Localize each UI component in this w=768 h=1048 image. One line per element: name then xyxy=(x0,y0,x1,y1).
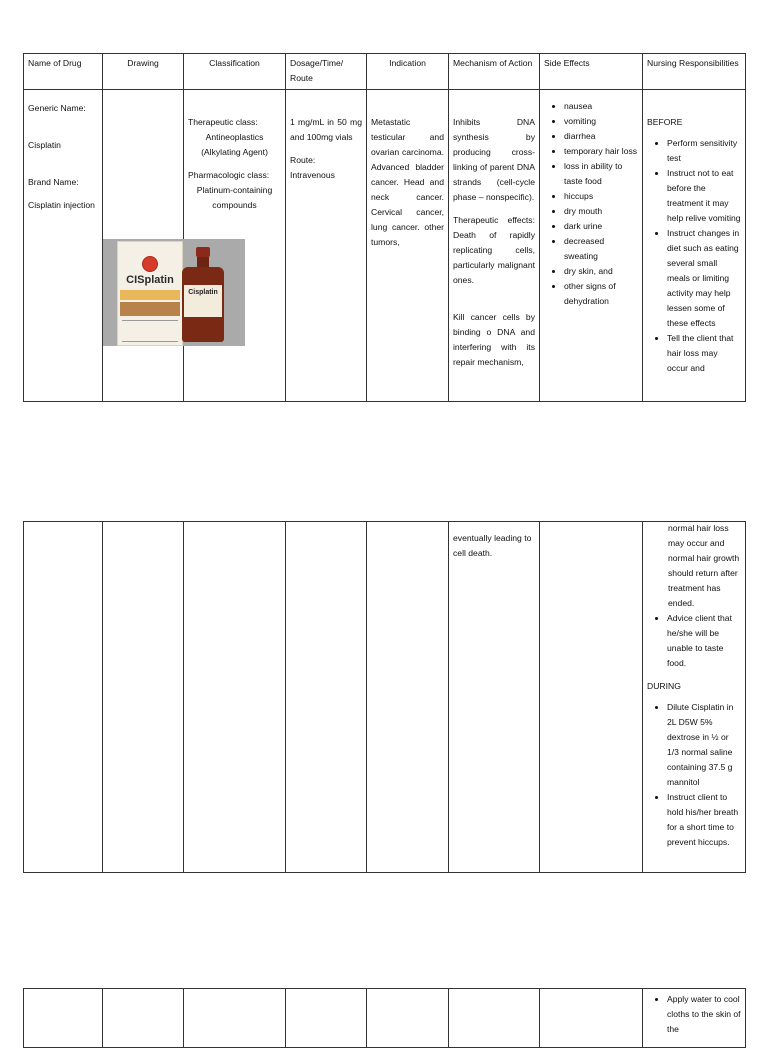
therapeutic-class-value: Antineoplastics (Alkylating Agent) xyxy=(201,132,268,157)
name-of-drug-cell xyxy=(24,90,103,402)
cisplatin-vial-image xyxy=(180,247,226,342)
content-row xyxy=(24,522,746,873)
nursing-cell-continued xyxy=(643,522,746,873)
side-effects-cell xyxy=(540,90,643,402)
pharmacologic-class-value: Platinum-containing compounds xyxy=(196,185,273,210)
cisplatin-box-image xyxy=(117,241,183,346)
side-effect-item: • vomiting xyxy=(564,114,638,129)
before-label: BEFORE xyxy=(647,117,683,127)
mechanism-p3: Kill cancer cells by binding o DNA and interfering with its repair mechanism, xyxy=(453,312,535,367)
side-effect-item: • nausea xyxy=(564,99,638,114)
generic-name-label: Generic Name: xyxy=(28,103,86,113)
indication-text: Metastatic testicular and ovarian carcinoma. Advanced bladder cancer. Head and neck cancer. Cervical cancer, lung cancer. other tumors, xyxy=(371,117,444,247)
header-mechanism: Mechanism of Action xyxy=(449,54,540,90)
drug-study-table-page3 xyxy=(23,988,746,1048)
box-drug-name: CISplatin xyxy=(126,274,174,286)
vial-drug-name: Cisplatin xyxy=(188,289,218,296)
header-drawing: Drawing xyxy=(103,54,184,90)
side-effect-item: • decreased sweating xyxy=(564,234,638,264)
dosage-amount: 1 mg/mL in 50 mg and 100mg vials xyxy=(290,117,362,142)
brand-name-label: Brand Name: xyxy=(28,177,79,187)
nursing-item: • Instruct changes in diet such as eating several small meals or limiting activity may help lessen some of these effects xyxy=(667,226,741,331)
cisplatin-product-image xyxy=(103,239,245,346)
side-effect-item: • loss in ability to taste food xyxy=(564,159,638,189)
nursing-item: • Perform sensitivity test xyxy=(667,136,741,166)
generic-name-value: Cisplatin xyxy=(28,140,61,150)
header-nursing: Nursing Responsibilities xyxy=(643,54,746,90)
side-effect-item: • other signs of dehydration xyxy=(564,279,638,309)
therapeutic-class-label: Therapeutic class: xyxy=(188,117,258,127)
mechanism-p3-continued: eventually leading to cell death. xyxy=(453,533,532,558)
route-value: Intravenous xyxy=(290,170,335,180)
header-classification: Classification xyxy=(184,54,286,90)
side-effect-item: • dry mouth xyxy=(564,204,638,219)
mechanism-cell-continued xyxy=(449,522,540,873)
pharmacologic-class-label: Pharmacologic class: xyxy=(188,170,270,180)
nursing-item: • Tell the client that hair loss may occur and xyxy=(667,331,741,376)
warning-badge-icon xyxy=(142,256,158,272)
header-dosage: Dosage/Time/ Route xyxy=(286,54,367,90)
during-label: DURING xyxy=(647,681,681,691)
header-indication: Indication xyxy=(367,54,449,90)
nursing-cell-page3 xyxy=(643,989,746,1048)
mechanism-cell xyxy=(449,90,540,402)
nursing-item: • Apply water to cool cloths to the skin of the xyxy=(667,992,741,1037)
header-side-effects: Side Effects xyxy=(540,54,643,90)
nursing-item: • Instruct client to hold his/her breath for a short time to prevent hiccups. xyxy=(667,790,741,850)
dosage-cell xyxy=(286,90,367,402)
route-label: Route: xyxy=(290,155,316,165)
nursing-item: • Dilute Cisplatin in 2L D5W 5% dextrose in ½ or 1/3 normal saline containing 37.5 g mannitol xyxy=(667,700,741,790)
nursing-item: • Advice client that he/she will be unable to taste food. xyxy=(667,611,741,671)
indication-cell xyxy=(367,90,449,402)
header-row xyxy=(24,54,746,90)
drug-study-table-page2 xyxy=(23,521,746,873)
side-effect-item: • dark urine xyxy=(564,219,638,234)
side-effect-item: • temporary hair loss xyxy=(564,144,638,159)
brand-name-value: Cisplatin injection xyxy=(28,200,95,210)
header-name-of-drug: Name of Drug xyxy=(24,54,103,90)
side-effect-item: • diarrhea xyxy=(564,129,638,144)
nursing-cell xyxy=(643,90,746,402)
before-item-continued: normal hair loss may occur and normal hair growth should return after treatment has ended. xyxy=(668,523,740,608)
mechanism-p2: Therapeutic effects: Death of rapidly replicating cells, particularly malignant ones. xyxy=(453,215,535,285)
side-effect-item: • dry skin, and xyxy=(564,264,638,279)
mechanism-p1: Inhibits DNA synthesis by producing cross-linking of parent DNA strands (cell-cycle phase – nonspecific). xyxy=(453,117,535,202)
side-effect-item: • hiccups xyxy=(564,189,638,204)
drug-study-table-page1 xyxy=(23,53,746,402)
nursing-item: • Instruct not to eat before the treatment it may help relive vomiting xyxy=(667,166,741,226)
content-row xyxy=(24,989,746,1048)
